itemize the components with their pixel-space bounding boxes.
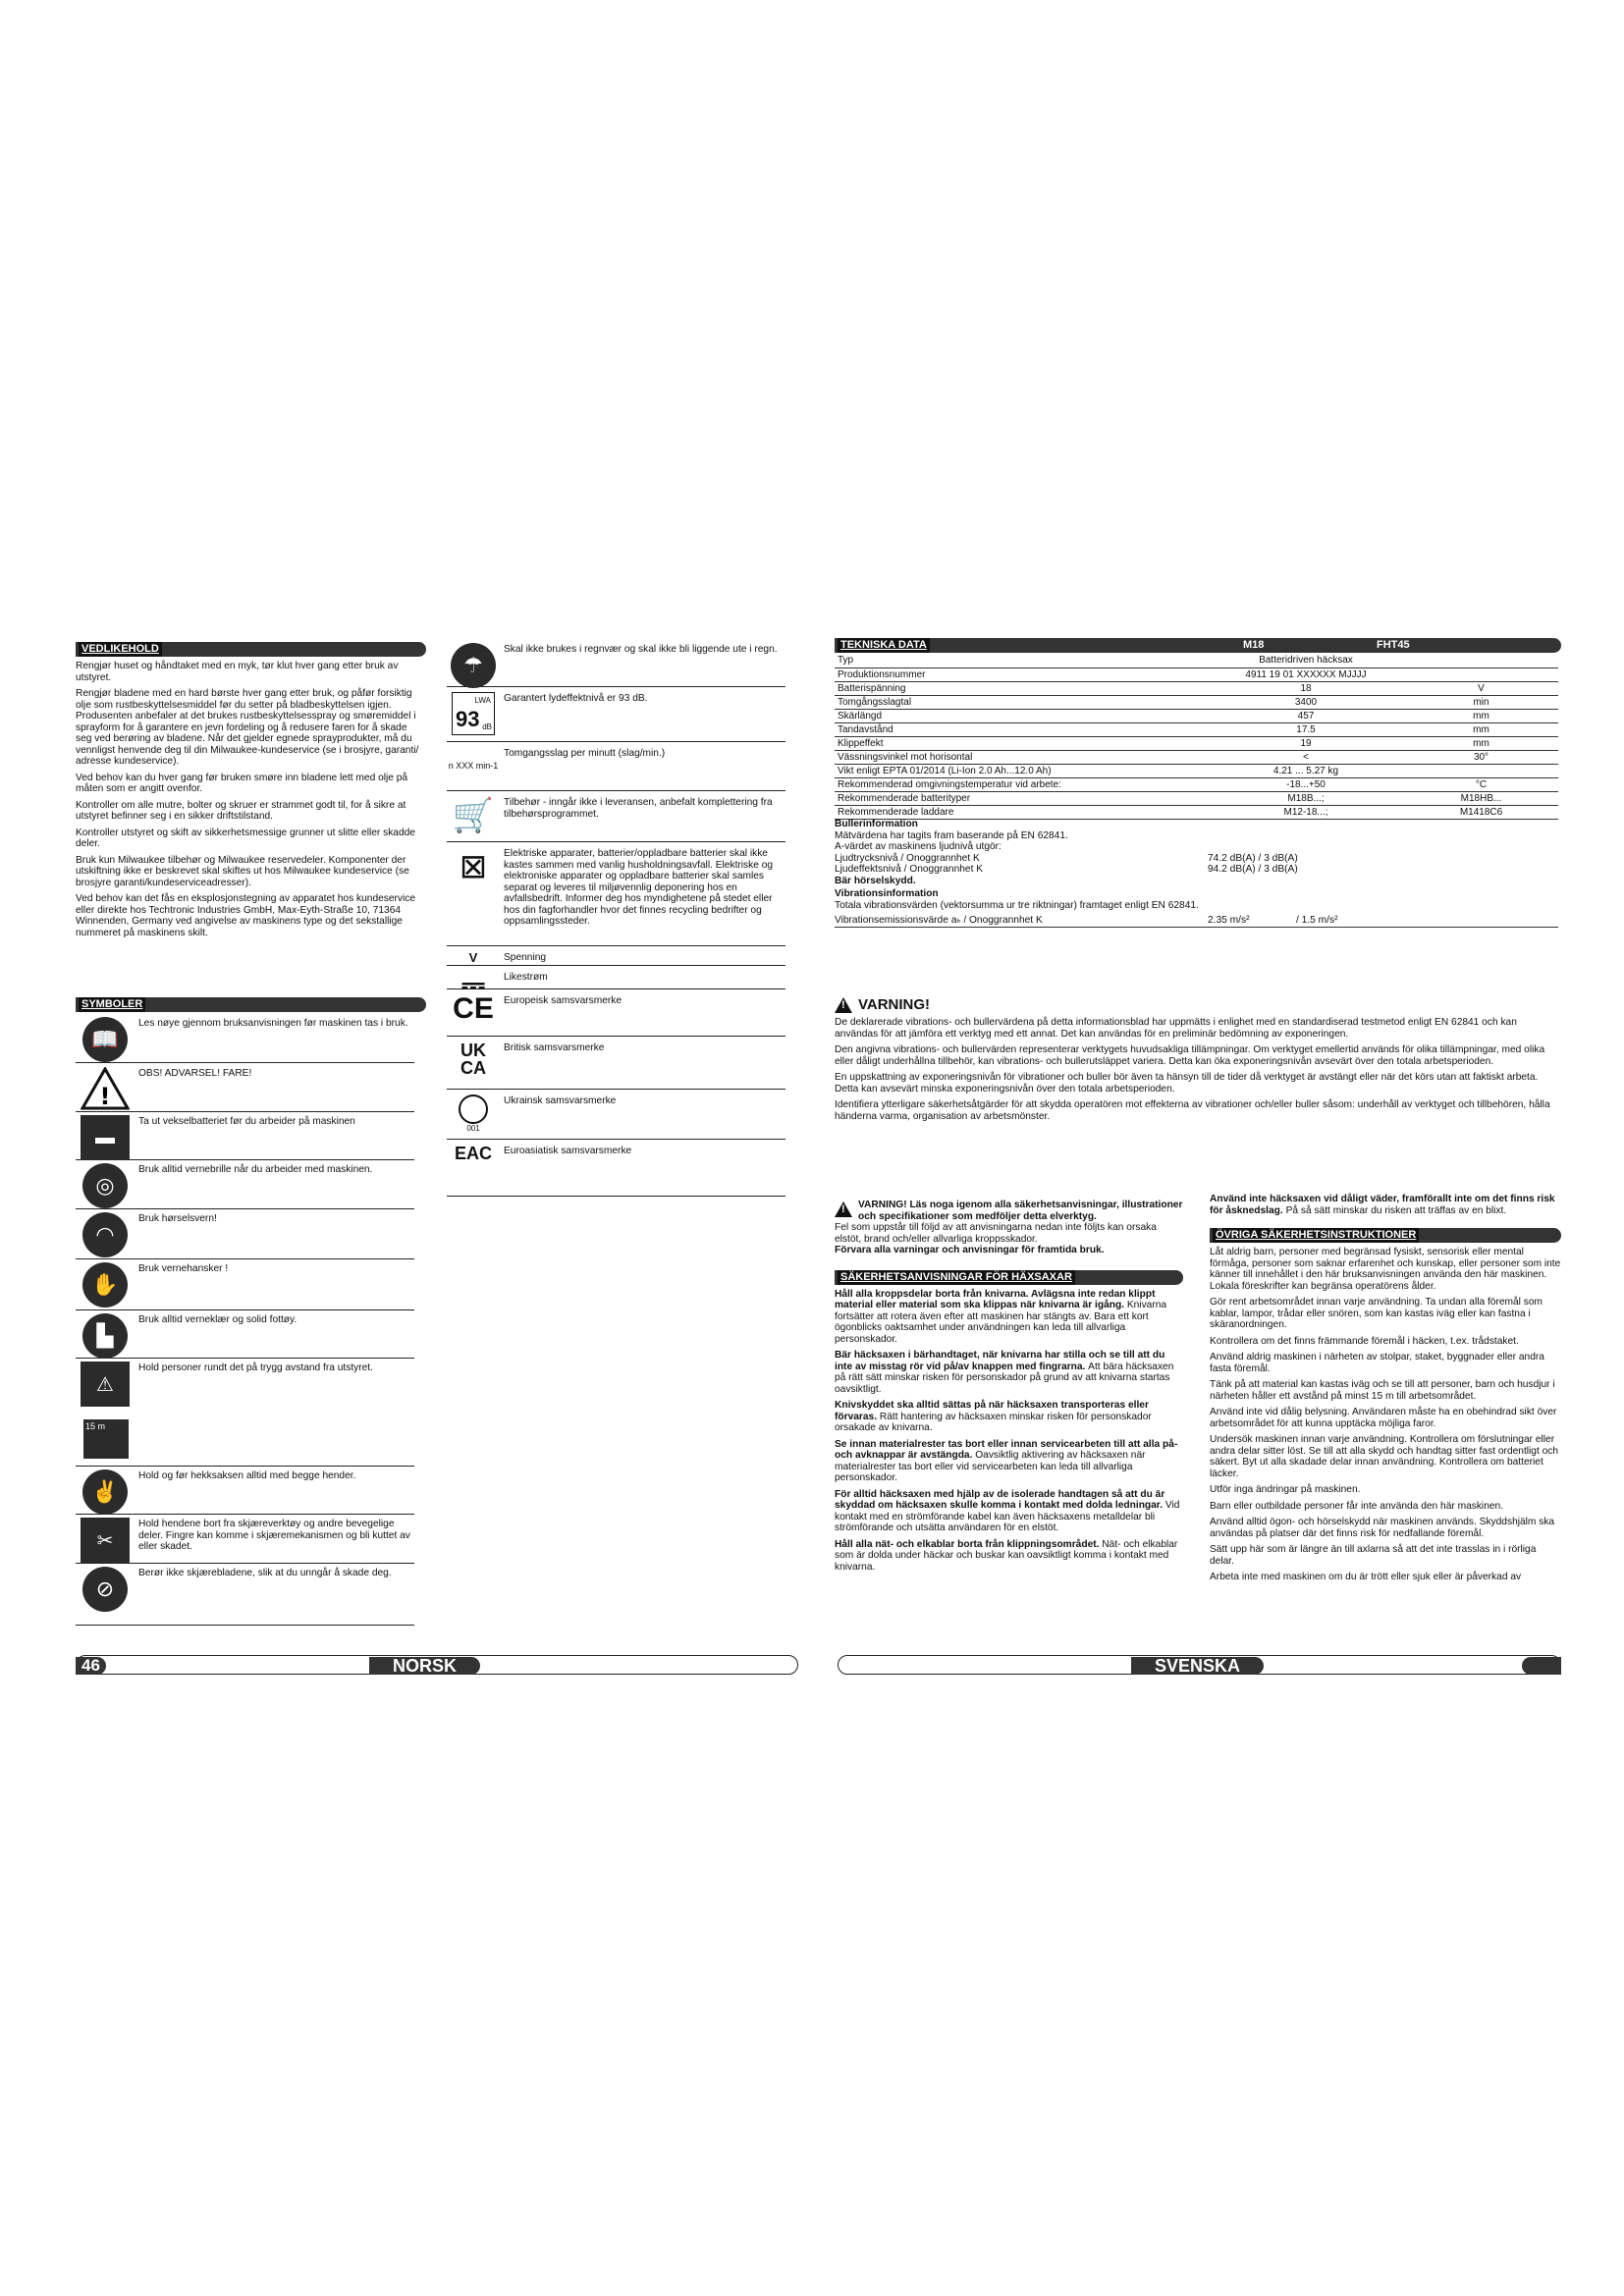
symbol-row: [447, 991, 785, 1037]
safety-item-text: Knivarna fortsätter att rotera även efter att maskinen har stängts av. Bara ett kort ögonblicks oaktsamhet under användningen kan leda till allvarliga personskador.: [835, 1300, 1167, 1345]
safety-warning-head: [835, 1200, 1183, 1222]
buller-row: [835, 864, 1558, 876]
symbol-icon-cell: [76, 1467, 135, 1514]
svg-text:!: !: [99, 1083, 111, 1110]
tech-value: 4911 19 01 XXXXXX MJJJJ: [1208, 667, 1404, 681]
symbol-row: [447, 689, 785, 742]
ovriga-paragraph: Utför inga ändringar på maskinen.: [1210, 1484, 1361, 1495]
symbol-icon-cell: [76, 1160, 135, 1208]
warning-title: VARNING!: [858, 996, 931, 1014]
no-rain-icon: ☂: [451, 643, 496, 688]
warning-paragraph: Identifiera ytterligare säkerhetsåtgärder för att skydda operatören mot effekterna av vibrationer och/eller buller såsom: underhåll av verktyget och tillbehören, hålla händerna varma, organisation av arbetsmönster.: [835, 1099, 1550, 1122]
read-manual-icon: 📖: [82, 1017, 128, 1062]
safety-item-text: Nät- och elkablar som är dolda under häckar och buskar kan oavsiktligt komma i kontakt med knivarna.: [835, 1538, 1178, 1573]
symbol-description: Bruk alltid verneklær og solid fottøy.: [138, 1314, 298, 1325]
symbol-row: [76, 1209, 414, 1259]
tech-label: Rekommenderade batterityper: [835, 791, 1208, 805]
vib-unc: / 1.5 m/s²: [1296, 915, 1338, 926]
buller-line: Mätvärdena har tagits fram baserande på EN 62841.: [835, 829, 1068, 841]
distance-label: 15 m: [83, 1419, 129, 1459]
tech-unit: °C: [1404, 777, 1558, 791]
symbol-description: Skal ikke brukes i regnvær og skal ikke bli liggende ute i regn.: [504, 644, 778, 655]
footer-language-svenska: SVENSKA: [1131, 1657, 1264, 1675]
ukca-mark-icon: UK CA: [460, 1041, 492, 1078]
tech-unit: min: [1404, 695, 1558, 709]
safety-item: [835, 1439, 1183, 1484]
ovriga-paragraph: Gör rent arbetsområdet innan varje användning. Ta undan alla föremål som kablar, lampor, trådar eller snören, som kan kastas iväg eller kan fastna i skäranordningen.: [1210, 1297, 1543, 1330]
ovriga-heading: ÖVRIGA SÄKERHETSINSTRUKTIONER: [1213, 1228, 1419, 1243]
tech-label: Typ: [835, 654, 1208, 667]
safety-column-right: [1210, 1194, 1561, 1588]
symbol-icon-cell: [76, 1064, 135, 1111]
tech-value: -18...+50: [1208, 777, 1404, 791]
warning-paragraph: Den angivna vibrations- och bullervärden representerar verktygets huvudsakliga tillämpningar. Om verktyget emellertid används för olika tillämpningar, med olika eller dåligt underhållna tillbehör, kan vibrations- och bullerutsläppet variera. Detta kan öka exponeringsnivån avsevärt över den totala arbetsperioden.: [835, 1044, 1545, 1067]
sound-power-icon: [452, 692, 495, 735]
symbol-row: [76, 1014, 414, 1063]
symbol-icon-cell: [76, 1112, 135, 1159]
symbol-icon-cell: [76, 1259, 135, 1309]
warning-icon: [835, 1201, 852, 1217]
sakerhet-header: [835, 1270, 1183, 1285]
safety-goggles-icon: ◎: [82, 1163, 128, 1208]
safety-boots-icon: ▙: [82, 1313, 128, 1359]
vedlikehold-heading: VEDLIKEHOLD: [79, 642, 162, 657]
buller-title: Bullerinformation: [835, 819, 918, 829]
tech-value: 4.21 ... 5.27 kg: [1208, 764, 1404, 777]
tech-row: [835, 722, 1558, 736]
symbol-description: Les nøye gjennom bruksanvisningen før maskinen tas i bruk.: [138, 1018, 408, 1029]
vedlikehold-paragraph: Kontroller utstyret og skift av sikkerhetsmessige grunner ut slitte eller skadde deler.: [76, 827, 415, 849]
symbol-description: Bruk hørselsvern!: [138, 1213, 217, 1224]
buller-value: 74.2 dB(A) / 3 dB(A): [1208, 852, 1298, 864]
ear-protection-icon: ◠: [82, 1212, 128, 1257]
weather-bold: Använd inte häcksaxen vid dåligt väder, framförallt inte om det finns risk för åsknedslag.: [1210, 1194, 1555, 1216]
tech-unit: [1404, 654, 1558, 667]
symbol-row: [76, 1564, 414, 1626]
tech-row: [835, 695, 1558, 709]
tech-row: [835, 805, 1558, 819]
ovriga-paragraph: Kontrollera om det finns främmande föremål i häcken, t.ex. trådstaket.: [1210, 1335, 1519, 1347]
symbol-icon-cell: [447, 991, 500, 1036]
safety-item: [835, 1400, 1183, 1434]
safety-item-text: Rätt hantering av häcksaxen minskar risken för personskador orsakade av knivarna.: [835, 1411, 1152, 1433]
tech-row: [835, 791, 1558, 805]
stroke-rate-icon: n XXX min-1: [448, 761, 499, 771]
symbol-description: Spenning: [504, 952, 547, 963]
tech-unit: mm: [1404, 736, 1558, 750]
page-number-left: 46: [76, 1657, 106, 1675]
vedlikehold-paragraph: Kontroller om alle mutre, bolter og skruer er strammet godt til, for å sikre at utstyret befinner seg i en sikker driftstilstand.: [76, 799, 406, 822]
tech-unit: mm: [1404, 709, 1558, 722]
symbol-row: [447, 793, 785, 842]
safety-item: [835, 1539, 1183, 1574]
tech-label: Klippeffekt: [835, 736, 1208, 750]
symbol-icon-cell: [447, 744, 500, 790]
symbol-icon-cell: [447, 844, 500, 945]
symbol-row: [76, 1359, 414, 1467]
no-touch-blades-icon: ⊘: [82, 1567, 128, 1612]
symbol-icon-cell: [447, 1142, 500, 1196]
col-fht45: FHT45: [1377, 639, 1410, 651]
symbol-row: [447, 1142, 785, 1197]
safety-warning-bold: VARNING! Läs noga igenom alla säkerhetsanvisningar, illustrationer och specifikationer som medföljer detta elverktyg.: [858, 1200, 1183, 1222]
page-number-right-tab: [1522, 1657, 1561, 1675]
symbol-row: [76, 1515, 414, 1564]
symbol-icon-cell: [447, 640, 500, 686]
symbol-icon-cell: [447, 793, 500, 841]
tech-label: Skärlängd: [835, 709, 1208, 722]
symbol-description: Bruk alltid vernebrille når du arbeider med maskinen.: [138, 1164, 373, 1175]
ovriga-paragraph: Använd inte vid dålig belysning. Användaren måste ha en obehindrad sikt över arbetsområdet för att kunna upptäcka möjliga faror.: [1210, 1407, 1557, 1429]
vedlikehold-paragraph: Ved behov kan det fås en eksplosjonstegning av apparatet hos kundeservice eller direkte hos Techtronic Industries GmbH, Max-Eyth-Straße 10, 71364 Winnenden, Germany ved angivelse av maskinens type og det sekstallige nummeret på maskinens skilt.: [76, 893, 416, 938]
tech-value: 457: [1208, 709, 1404, 722]
tech-row: [835, 736, 1558, 750]
tech-label: Vässningsvinkel mot horisontal: [835, 750, 1208, 764]
warning-title-row: [835, 997, 1558, 1013]
vedlikehold-paragraph: Rengjør huset og håndtaket med en myk, tør klut hver gang etter bruk av utstyret.: [76, 661, 399, 683]
buller-row: [835, 853, 1558, 865]
tech-row: [835, 654, 1558, 667]
safety-item-bold: Håll alla nät- och elkablar borta från klippningsområdet.: [835, 1538, 1103, 1550]
symbol-description: Ukrainsk samsvarsmerke: [504, 1095, 617, 1106]
eac-mark-icon: EAC: [454, 1144, 492, 1163]
symbol-icon-cell: [447, 948, 500, 965]
symbol-row: [447, 1092, 785, 1140]
tech-value: 19: [1208, 736, 1404, 750]
symbol-row: [447, 844, 785, 946]
tech-value: 3400: [1208, 695, 1404, 709]
symbol-row: [76, 1259, 414, 1310]
warning-section: [835, 994, 1558, 1127]
horselskydd: Bär hörselskydd.: [835, 875, 916, 886]
cart-icon: 🛒: [452, 797, 495, 834]
ovriga-paragraph: Använd alltid ögon- och hörselskydd när maskinen används. Skyddshjälm ska användas på platser där det finns risk för nedfallande föremål.: [1210, 1517, 1555, 1539]
ovriga-paragraph: Låt aldrig barn, personer med begränsad fysiskt, sensorisk eller mental förmåga, personer som saknar erfarenhet och kunskap, eller personer som inte känner till innehållet i den här bruksanvisningen använda den här maskinen. Lokala föreskrifter kan begränsa operatörens ålder.: [1210, 1247, 1561, 1292]
gloves-icon: ✋: [82, 1262, 128, 1308]
symbol-row: [76, 1160, 414, 1209]
sakerhet-heading: SÄKERHETSANVISNINGAR FÖR HÄXSAXAR: [838, 1270, 1075, 1285]
buller-label: Ljudeffektsnivå / Onoggrannhet K: [835, 864, 984, 875]
weee-bin-icon: ⊠: [459, 848, 488, 885]
symboler-header: [76, 997, 426, 1012]
buller-value: 94.2 dB(A) / 3 dB(A): [1208, 864, 1298, 875]
weather-text: På så sätt minskar du risken att träffas av en blixt.: [1285, 1204, 1507, 1216]
tekniska-heading: TEKNISKA DATA: [838, 638, 930, 653]
tech-value: M18B...;: [1208, 791, 1404, 805]
tech-row: [835, 764, 1558, 777]
tech-label: Rekommenderade laddare: [835, 805, 1208, 819]
symbol-description: Garantert lydeffektnivå er 93 dB.: [504, 693, 648, 704]
remove-battery-icon: ▬: [81, 1115, 130, 1160]
direct-current-icon: ⎓: [461, 969, 485, 1001]
tech-value: <: [1208, 750, 1404, 764]
vib-title: Vibrationsinformation: [835, 888, 939, 899]
warning-icon: [835, 997, 852, 1013]
tech-row: [835, 709, 1558, 722]
vedlikehold-paragraph: Ved behov kan du hver gang før bruken smøre inn bladene lett med olje på måten som er angitt ovenfor.: [76, 772, 408, 794]
sound-label: LWA: [474, 696, 491, 705]
symbol-description: OBS! ADVARSEL! FARE!: [138, 1068, 252, 1079]
symbol-description: Hold og før hekksaksen alltid med begge hender.: [138, 1470, 356, 1481]
symbol-description: Elektriske apparater, batterier/oppladbare batterier skal ikke kastes sammen med vanlig husholdningsavfall. Elektriske og elektroniske apparater og oppladbare batterier skal samles separat og leveres til miljøvennlig deponering hos en avfallsbedrift. Informer deg hos myndighetene på stedet eller hos din fagforhandler hvor det finnes recycling bedrifter og oppsamlingssteder.: [504, 848, 774, 927]
symbol-icon-cell: [76, 1564, 135, 1625]
tech-unit: 30°: [1404, 750, 1558, 764]
tech-label: Tomgångsslagtal: [835, 695, 1208, 709]
tech-label: Tandavstånd: [835, 722, 1208, 736]
vedlikehold-header: [76, 642, 426, 657]
ukraine-code: 001: [466, 1124, 480, 1133]
col-m18: M18: [1243, 639, 1265, 651]
warning-paragraph: De deklarerade vibrations- och bullervärdena på detta informationsblad har uppmätts i enlighet med en standardiserad testmetod enligt EN 62841 och kan användas för att jämföra ett verktyg med ett annat. Det kan användas för en preliminär bedömning av exponeringen.: [835, 1017, 1517, 1040]
warning-triangle-icon: [81, 1067, 130, 1115]
symbol-description: Hold hendene bort fra skjæreverktøy og andre bevegelige deler. Fingre kan komme i skjæremekanismen og bli kuttet av eller skadet.: [138, 1519, 410, 1552]
symbol-icon-cell: [76, 1310, 135, 1358]
symbol-icon-cell: [447, 968, 500, 1001]
safety-item-bold: Knivskyddet ska alltid sättas på när häcksaxen transporteras eller förvaras.: [835, 1400, 1149, 1422]
ovriga-header: [1210, 1228, 1561, 1243]
tech-value: 17.5: [1208, 722, 1404, 736]
vib-row: [835, 915, 1558, 928]
safety-item-bold: Håll alla kroppsdelar borta från knivarna. Avlägsna inte redan klippt material eller material som ska klippas när knivarna är igång.: [835, 1288, 1156, 1310]
tech-label: Batterispänning: [835, 681, 1208, 695]
tech-value: 18: [1208, 681, 1404, 695]
safety-item-text: Att bära häcksaxen på rätt sätt minskar risken för personskador på grund av att knivarna startas oavsiktligt.: [835, 1361, 1174, 1395]
tech-label: Rekommenderad omgivningstemperatur vid arbete:: [835, 777, 1208, 791]
sound-value: 93: [456, 707, 480, 731]
symbol-icon-cell: [447, 1039, 500, 1089]
symbol-description: Hold personer rundt det på trygg avstand fra utstyret.: [138, 1362, 373, 1373]
symbol-description: Likestrøm: [504, 972, 548, 983]
tech-unit: M18HB...: [1404, 791, 1558, 805]
footer-svenska: [838, 1655, 1561, 1675]
ukraine-mark-icon: [454, 1095, 493, 1133]
ovriga-paragraph: Sätt upp här som är längre än till axlarna så att det inte trasslas in i rörliga delar.: [1210, 1544, 1537, 1567]
vedlikehold-section: [76, 661, 423, 943]
vib-label: Vibrationsemissionsvärde aₕ / Onoggrannhet K: [835, 915, 1043, 926]
symbol-row: [76, 1112, 414, 1160]
symbol-row: [447, 640, 785, 687]
technical-data-table: [835, 654, 1558, 820]
ovriga-paragraph: Arbeta inte med maskinen om du är trött eller sjuk eller är påverkad av: [1210, 1572, 1522, 1582]
symbol-icon-cell: [76, 1014, 135, 1062]
tech-label: Vikt enligt EPTA 01/2014 (Li-Ion 2.0 Ah...12.0 Ah): [835, 764, 1208, 777]
safety-item-bold: Se innan materialrester tas bort eller innan servicearbeten till att alla på- och avknappar är avstängda.: [835, 1438, 1178, 1461]
buller-line: A-värdet av maskinens ljudnivå utgör:: [835, 841, 1001, 852]
tech-label: Produktionsnummer: [835, 667, 1208, 681]
voltage-icon: V: [468, 950, 478, 965]
tech-unit: V: [1404, 681, 1558, 695]
safety-item: [835, 1489, 1183, 1534]
tekniska-header: [835, 638, 1561, 653]
safety-column-left: [835, 1200, 1183, 1577]
symbol-row: [447, 948, 785, 966]
bystander-distance-icon: ⚠: [81, 1362, 130, 1407]
symboler-heading: SYMBOLER: [79, 997, 145, 1012]
tech-value: Batteridriven häcksax: [1208, 654, 1404, 667]
vib-text: Totala vibrationsvärden (vektorsumma ur tre riktningar) framtaget enligt EN 62841.: [835, 899, 1199, 911]
symbol-row: [447, 744, 785, 791]
symbol-icon-cell: [76, 1515, 135, 1563]
tech-unit: M1418C6: [1404, 805, 1558, 819]
symbol-description: Ta ut vekselbatteriet før du arbeider på maskinen: [138, 1116, 355, 1127]
symbol-description: Britisk samsvarsmerke: [504, 1042, 605, 1053]
safety-item-text: Vid kontakt med en strömförande kabel kan även häcksaxens metalldelar bli strömförande och utsätta användaren för en elstöt.: [835, 1500, 1180, 1533]
safety-item-bold: För alltid häcksaxen med hjälp av de isolerade handtagen så att du är skyddad om häcksaxen skulle komma i kontakt med dolda ledningar.: [835, 1488, 1165, 1511]
ovriga-paragraph: Undersök maskinen innan varje användning. Kontrollera om förslutningar eller andra delar sitter löst. Se till att alla skydd och handtag sitter fast ordentligt och säkert. Byt ut alla skadade delar innan användning. Kontrollera om batteriet läcker.: [1210, 1434, 1559, 1479]
tech-value: M12-18...;: [1208, 805, 1404, 819]
warning-paragraph: En uppskattning av exponeringsnivån för vibrationer och buller bör även ta hänsyn till de tider då verktyget är avstängt eller när det körs utan att faktiskt arbeta. Detta kan avsevärt minska exponeringsnivån över den totala arbetsperioden.: [835, 1072, 1539, 1095]
buller-label: Ljudtrycksnivå / Onoggrannhet K: [835, 852, 980, 864]
footer-language-norsk: NORSK: [369, 1657, 480, 1675]
ovriga-paragraph: Barn eller outbildade personer får inte använda den här maskinen.: [1210, 1500, 1504, 1512]
symbol-description: Euroasiatisk samsvarsmerke: [504, 1146, 632, 1156]
moving-blades-icon: ✂: [81, 1518, 130, 1563]
weather-warning: [1210, 1194, 1561, 1216]
symbol-icon-cell: [447, 1092, 500, 1139]
safety-warning-text: Fel som uppstår till följd av att anvisningarna nedan inte följts kan orsaka elstöt, brand och/eller allvarliga kroppsskador.: [835, 1222, 1157, 1245]
safety-item-bold: Bär häcksaxen i bärhandtaget, när knivarna har stilla och se till att du inte av misstag rör vid på/av knappen med fingrarna.: [835, 1350, 1165, 1372]
symbol-description: Bruk vernehansker !: [138, 1263, 229, 1274]
vedlikehold-paragraph: Rengjør bladene med en hard børste hver gang etter bruk, og påfør forsiktig olje som rustbeskyttelsesmiddel før du setter på bladbeskyttelsen igjen. Produsenten anbefaler at det brukes rustbeskyttelsesspray og smøremiddel i sprayform for å garantere en jevn fordeling og å redusere faren for å skade seg ved berøring av bladene. Når det gjelder egnede sprayprodukter, må du vennligst henvende deg til din Milwaukee-kundeservice (se i brosjyre, garanti/ adresse kundeservice).: [76, 688, 419, 767]
vib-value: 2.35 m/s²: [1208, 915, 1250, 926]
vedlikehold-paragraph: Bruk kun Milwaukee tilbehør og Milwaukee reservedeler. Komponenter der utskiftning ikke er beskrevet skal skiftes ut hos Milwaukee kundeservice (se brosjyre garanti/kundeserviceadresser).: [76, 854, 409, 888]
tech-unit: [1404, 764, 1558, 777]
symbol-description: Berør ikke skjærebladene, slik at du unngår å skade deg.: [138, 1568, 392, 1578]
safety-warning-keep: Förvara alla varningar och anvisningar för framtida bruk.: [835, 1245, 1105, 1255]
tech-row: [835, 681, 1558, 695]
footer-norsk: [76, 1655, 798, 1675]
tech-unit: mm: [1404, 722, 1558, 736]
tech-unit: [1404, 667, 1558, 681]
symbol-description: Tomgangsslag per minutt (slag/min.): [504, 748, 666, 759]
symbol-description: Europeisk samsvarsmerke: [504, 995, 623, 1006]
symbol-row: [447, 1039, 785, 1090]
two-hands-icon: ✌: [82, 1469, 128, 1515]
symbol-icon-cell: [447, 689, 500, 741]
symbol-row: [76, 1310, 414, 1359]
tech-row: [835, 667, 1558, 681]
noise-vibration-section: [835, 819, 1558, 928]
safety-item: [835, 1289, 1183, 1346]
symbol-description: Tilbehør - inngår ikke i leveransen, anbefalt komplettering fra tilbehørsprogrammet.: [504, 797, 773, 820]
ce-mark-icon: CE: [453, 992, 494, 1025]
ovriga-paragraph: Använd aldrig maskinen i närheten av stolpar, staket, byggnader eller andra fasta föremål.: [1210, 1352, 1544, 1374]
sound-unit: dB: [482, 722, 492, 731]
tech-row: [835, 750, 1558, 764]
symbol-icon-cell: [76, 1209, 135, 1258]
symbol-row: [76, 1064, 414, 1112]
tech-row: [835, 777, 1558, 791]
ovriga-paragraph: Tänk på att material kan kastas iväg och se till att personer, barn och husdjur i närheten håller ett avstånd på minst 15 m till arbetsområdet.: [1210, 1379, 1555, 1402]
safety-item-text: Oavsiktlig aktivering av häcksaxen när materialrester tas bort eller vid servicearbeten kan leda till allvarliga personskador.: [835, 1450, 1146, 1483]
safety-item: [835, 1350, 1183, 1395]
symbol-row: [76, 1467, 414, 1515]
